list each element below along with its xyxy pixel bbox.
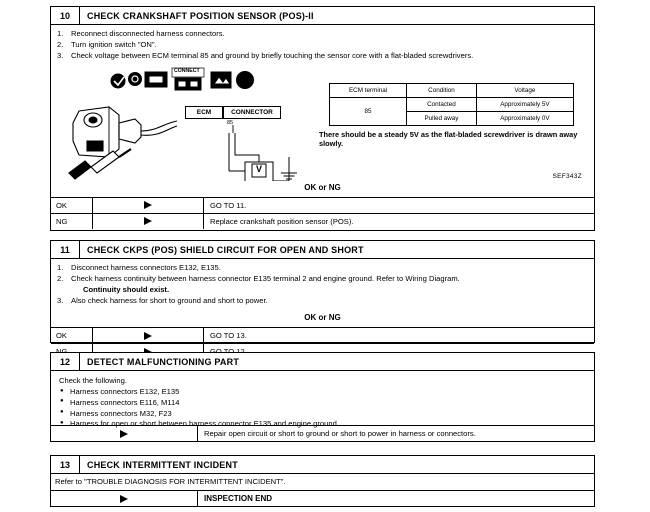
step-text: Check voltage between ECM terminal 85 and ground by briefly touching the sensor core with a flat-bladed screwdrivers.	[71, 51, 474, 61]
list-item: 3. Check voltage between ECM terminal 85 and ground by briefly touching the sensor core with a flat-bladed screwdrivers.	[57, 51, 474, 61]
block-13-number: 13	[51, 456, 80, 473]
block-10-steps	[57, 29, 588, 61]
cell-terminal: 85	[330, 97, 407, 125]
list-item: ● Harness connectors M32, F23	[70, 409, 588, 419]
table-header-row	[330, 83, 574, 97]
connector-box-label: CONNECTOR	[231, 108, 273, 116]
refer-text: Refer to "TROUBLE DIAGNOSIS FOR INTERMITTENT INCIDENT".	[55, 477, 286, 486]
list-item: 1. Reconnect disconnected harness connectors.	[57, 29, 225, 38]
block-12-header	[51, 353, 594, 371]
block-10-number: 10	[51, 7, 80, 24]
inspection-end-label: INSPECTION END	[204, 494, 273, 503]
figure-note: There should be a steady 5V as the flat-bladed screwdriver is drawn away slowly.	[319, 129, 578, 149]
block-12-body	[51, 371, 594, 432]
block-12-number: 12	[51, 353, 80, 370]
cell-condition: Contacted	[407, 97, 477, 111]
svg-text:15: 15	[239, 75, 251, 86]
block-11-number: 11	[51, 241, 80, 258]
result-label: NG	[51, 214, 93, 229]
block-11-body	[51, 259, 594, 327]
list-item: 2. Check harness continuity between harness connector E135 terminal 2 and engine ground. Refer to Wiring Diagram. Continuity should exist.	[71, 274, 588, 294]
ecm-terminal-table	[329, 83, 574, 126]
arrow-icon	[51, 491, 198, 506]
arrow-icon	[93, 328, 204, 343]
block-12-action-row	[51, 425, 594, 441]
step-text: Turn ignition switch "ON".	[71, 40, 157, 50]
result-action: GO TO 11.	[210, 200, 247, 210]
list-item: ● Harness connectors E116, M114	[70, 398, 588, 408]
list-item: ● Harness connectors E132, E135	[70, 387, 588, 397]
block-10-body	[51, 25, 594, 197]
table-row	[330, 97, 574, 111]
list-item: ● Harness for open or short between harness connector E135 and engine ground	[70, 419, 588, 429]
block-10-results	[51, 197, 594, 229]
ecm-box	[185, 106, 223, 119]
step-text: Disconnect harness connectors E132, E135.	[71, 263, 221, 272]
result-label: OK	[51, 198, 93, 213]
block-11-header	[51, 241, 594, 259]
diagnostic-block-12	[50, 352, 595, 442]
ecm-box-label: ECM	[196, 108, 212, 116]
block-11-title: CHECK CKPS (POS) SHIELD CIRCUIT FOR OPEN AND SHORT	[87, 244, 364, 255]
terminal-number-label: 85	[227, 119, 234, 126]
result-action: GO TO 13.	[210, 331, 247, 341]
block-13-body	[51, 474, 594, 489]
step-text: Check harness continuity between harness connector E135 terminal 2 and engine ground. Refer to Wiring Diagram.	[71, 274, 460, 284]
block-10-header	[51, 7, 594, 25]
block-12-title: DETECT MALFUNCTIONING PART	[87, 356, 240, 367]
block-13-header	[51, 456, 594, 474]
result-row-ok	[51, 198, 594, 214]
figure-id: SEF343Z	[552, 172, 582, 180]
voltmeter-label: V	[256, 163, 263, 174]
result-action: Repair open circuit or short to ground or short to power in harness or connectors.	[204, 429, 476, 438]
continuity-note: Continuity should exist.	[83, 284, 170, 294]
block-10-figure	[57, 63, 588, 181]
block-11-decision: OK or NG	[304, 313, 341, 323]
block-10-title: CHECK CRANKSHAFT POSITION SENSOR (POS)-II	[87, 10, 314, 21]
diagnostic-block-10	[50, 6, 595, 231]
block-13-action-row	[51, 490, 594, 506]
diagnostic-block-13	[50, 455, 595, 507]
col-ecm-terminal: ECM terminal	[330, 83, 407, 97]
col-voltage: Voltage	[476, 83, 573, 97]
step-text: Reconnect disconnected harness connectors.	[71, 29, 225, 38]
step-text: Also check harness for short to ground and short to power.	[71, 296, 268, 306]
list-item: 3. Also check harness for short to ground and short to power.	[57, 296, 268, 306]
diagnostic-block-11	[50, 240, 595, 343]
col-condition: Condition	[407, 83, 477, 97]
arrow-icon	[93, 214, 204, 229]
result-row-ok	[51, 328, 594, 344]
cell-voltage: Approximately 0V	[476, 111, 573, 125]
list-item: 2. Turn ignition switch "ON".	[57, 40, 157, 50]
cell-voltage: Approximately 5V	[476, 97, 573, 111]
block-13-title: CHECK INTERMITTENT INCIDENT	[87, 459, 238, 470]
block-10-decision: OK or NG	[304, 182, 341, 192]
check-following-label: Check the following.	[59, 376, 127, 385]
arrow-icon	[51, 426, 198, 441]
block-12-bullets	[57, 387, 588, 430]
cell-condition: Pulled away	[407, 111, 477, 125]
result-action: Replace crankshaft position sensor (POS).	[210, 216, 354, 226]
connector-box	[223, 106, 281, 119]
arrow-icon	[93, 198, 204, 213]
connect-label: CONNECT	[174, 67, 200, 74]
result-row-ng	[51, 214, 594, 229]
list-item: 1. Disconnect harness connectors E132, E135.	[57, 263, 221, 272]
result-label: OK	[51, 328, 93, 343]
block-11-steps	[57, 263, 588, 306]
